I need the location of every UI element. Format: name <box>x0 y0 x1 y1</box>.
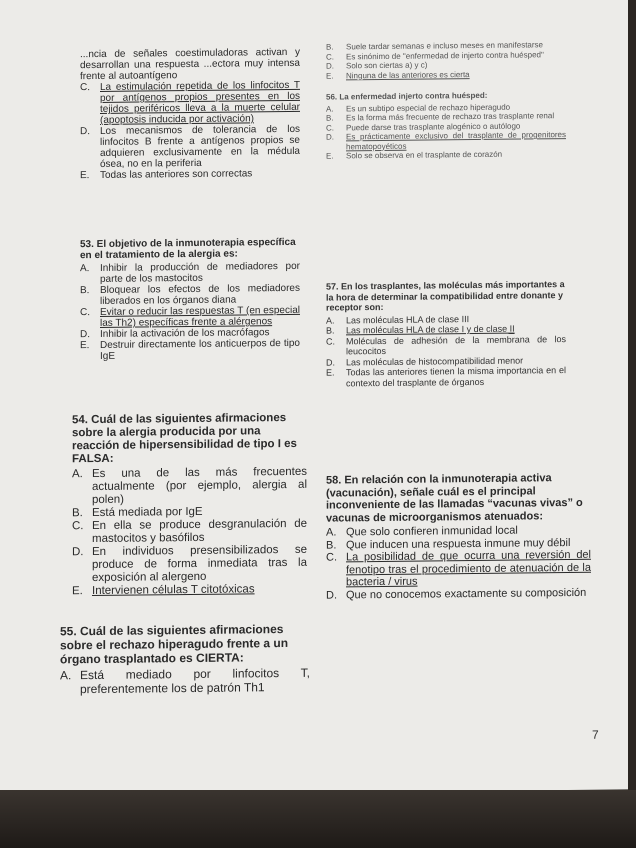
q56-option-e[interactable]: E. Solo se observa en el trasplante de corazón <box>326 149 503 161</box>
question-53-title: 53. El objetivo de la inmunoterapia específica en el tratamiento de la alergia es: <box>80 236 296 262</box>
question-56-title: 56. La enfermedad injerto contra huésped: <box>326 90 488 102</box>
q54-option-c[interactable]: C. En ella se produce desgranulación de mastocitos y basófilos <box>72 517 307 546</box>
q57-option-b[interactable]: B. Las moléculas HLA de clase I y de clase II <box>326 323 515 336</box>
prev-option-c[interactable]: C. Es sinónimo de "enfermedad de injerto contra huésped" <box>326 49 544 62</box>
q56-option-c[interactable]: C. Puede darse tras trasplante alogénico o autólogo <box>326 121 521 133</box>
option-d[interactable]: D. Los mecanismos de tolerancia de los linfocitos B frente a antígenos propios se adquieren exclusivamente en la médula ósea, no en la periferia <box>80 123 300 170</box>
q58-option-b[interactable]: B. Que inducen una respuesta inmune muy débil <box>326 536 571 552</box>
question-54-title: 54. Cuál de las siguientes afirmaciones sobre la alergia producida por una reacción de hipersensibilidad de tipo I es FALSA: <box>72 412 297 466</box>
q54-option-e[interactable]: E. Intervienen células T citotóxicas <box>72 583 255 598</box>
option-c[interactable]: C. La estimulación repetida de los linfocitos T por antígenos propios presentes en los tejidos periféricos lleva a la muerte celular (apoptosis inducida por activación) <box>80 79 300 126</box>
desk-background <box>0 790 636 848</box>
q53-option-e[interactable]: E. Destruir directamente los anticuerpos de tipo IgE <box>80 337 300 362</box>
prev-option-b[interactable]: B. Suele tardar semanas e incluso meses en manifestarse <box>326 40 543 52</box>
option-e[interactable]: E. Todas las anteriores son correctas <box>80 168 253 182</box>
q57-option-d[interactable]: D. Las moléculas de histocompatibilidad menor <box>326 355 524 368</box>
q58-option-a[interactable]: A. Que solo confieren inmunidad local <box>326 524 518 539</box>
question-53 <box>80 237 300 362</box>
question-58 <box>326 472 591 602</box>
prev-option-d[interactable]: D. Solo son ciertas a) y c) <box>326 60 428 71</box>
q58-option-d[interactable]: D. Que no conocemos exactamente su composición <box>326 586 587 602</box>
prev-option-e[interactable]: E. Ninguna de las anteriores es cierta <box>326 69 470 81</box>
q56-option-a[interactable]: A. Es un subtipo especial de rechazo hiperagudo <box>326 102 511 114</box>
q53-option-c[interactable]: C. Evitar o reducir las respuestas T (en especial las Th2) específicas frente a alérgenos <box>80 304 300 329</box>
question-54 <box>72 412 307 598</box>
q54-option-b[interactable]: B. Está mediada por IgE <box>72 505 203 520</box>
q58-option-c[interactable]: C. La posibilidad de que ocurra una reversión del fenotipo tras el procedimiento de atenuación de la bacteria / virus <box>326 548 591 589</box>
q53-option-a[interactable]: A. Inhibir la producción de mediadores por parte de los mastocitos <box>80 260 300 285</box>
q56-option-b[interactable]: B. Es la forma más frecuente de rechazo tras trasplante renal <box>326 111 555 123</box>
fragment-text: ...ncia de señales coestimuladoras activan y desarrollan una respuesta ...ectora muy intensa frente al autoantígeno <box>80 46 300 83</box>
q54-option-a[interactable]: A. Es una de las más frecuentes actualmente (por ejemplo, alergia al polen) <box>72 465 307 507</box>
q53-option-d[interactable]: D. Inhibir la activación de los macrófagos <box>80 327 270 341</box>
q57-option-c[interactable]: C. Moléculas de adhesión de la membrana de los leucocitos <box>326 333 566 357</box>
q54-option-d[interactable]: D. En individuos presensibilizados se produce de forma inmediata tras la exposición al alergeno <box>72 543 307 585</box>
previous-question-right <box>326 40 566 161</box>
question-57-title: 57. En los trasplantes, las moléculas más importantes a la hora de determinar la compatibilidad entre donante y receptor son: <box>326 279 565 313</box>
question-58-title: 58. En relación con la inmunoterapia activa (vacunación), señale cuál es el principal inconveniente de las llamadas “vacunas vivas” o vacunas de microorganismos atenuados: <box>326 472 583 525</box>
q57-option-e[interactable]: E. Todas las anteriores tienen la misma importancia en el contexto del trasplante de órganos <box>326 365 566 388</box>
q56-option-d[interactable]: D. Es prácticamente exclusivo del trasplante de progenitores hematopoyéticos <box>326 130 566 151</box>
q57-option-a[interactable]: A. Las moléculas HLA de clase III <box>326 313 470 326</box>
previous-question-tail <box>80 47 300 181</box>
question-55 <box>60 622 310 697</box>
q55-option-a[interactable]: A. Está mediado por linfocitos T, preferentemente los de patrón Th1 <box>60 665 310 697</box>
q53-option-b[interactable]: B. Bloquear los efectos de los mediadores liberados en los órganos diana <box>80 282 300 307</box>
page-number: 7 <box>592 727 599 742</box>
question-55-title: 55. Cuál de las siguientes afirmaciones sobre el rechazo hiperagudo frente a un órgano trasplantado es CIERTA: <box>60 622 289 667</box>
question-57 <box>326 279 566 389</box>
